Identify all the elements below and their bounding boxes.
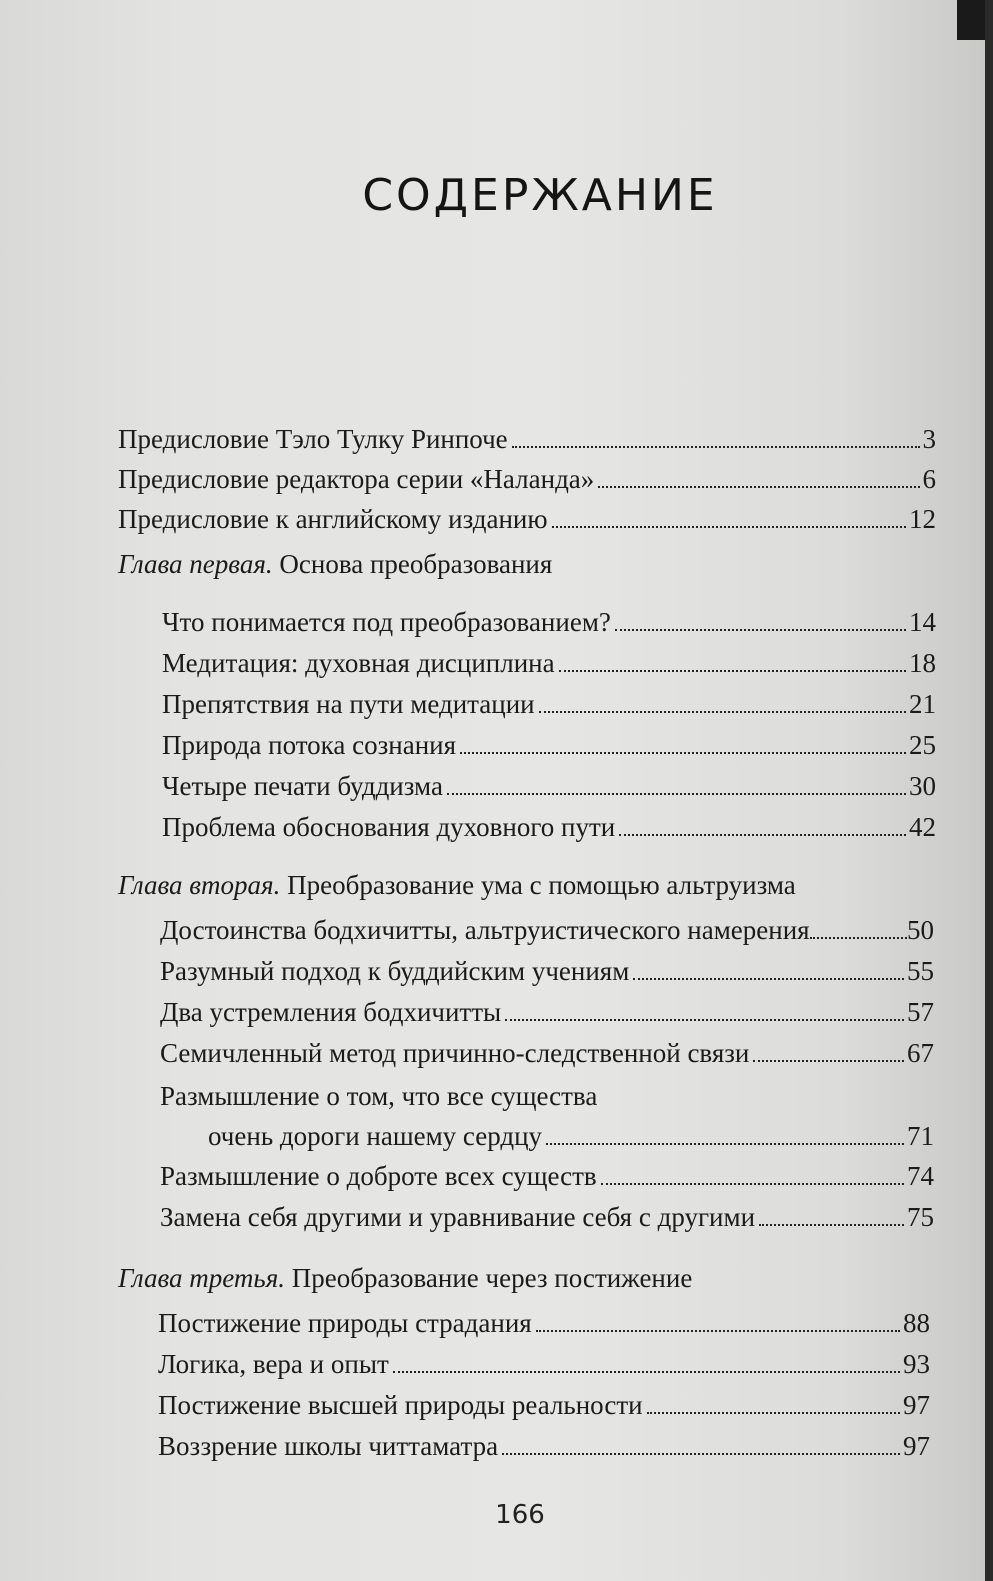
toc-entry[interactable] bbox=[118, 455, 936, 495]
leader-dots bbox=[512, 445, 920, 448]
leader-dots bbox=[546, 1142, 904, 1145]
toc-entry-title-line1: Размышление о том, что все существа bbox=[160, 1081, 598, 1111]
leader-dots bbox=[505, 1018, 904, 1021]
toc-entry-title: Предисловие редактора серии «Наланда» bbox=[118, 464, 595, 494]
leader-dots bbox=[552, 525, 906, 528]
toc-entry-page: 14 bbox=[909, 607, 936, 637]
chapter-number: Глава вторая. bbox=[118, 870, 281, 900]
toc-entry[interactable] bbox=[160, 1080, 934, 1152]
toc-entry[interactable] bbox=[160, 1152, 934, 1192]
toc-entry[interactable] bbox=[118, 415, 936, 455]
leader-dots bbox=[536, 1329, 900, 1332]
toc-entry[interactable] bbox=[160, 1193, 934, 1233]
toc-entry[interactable] bbox=[160, 906, 934, 946]
toc-entry-title: Достоинства бодхичитты, альтруистического намерения bbox=[160, 915, 810, 945]
page-number: 166 bbox=[495, 1500, 545, 1530]
chapter-heading[interactable] bbox=[118, 548, 552, 580]
leader-dots bbox=[393, 1370, 900, 1373]
toc-entry-title-line2: очень дороги нашему сердцу bbox=[208, 1121, 543, 1151]
toc-entry-page: 6 bbox=[922, 464, 936, 494]
toc-entry-page: 97 bbox=[903, 1431, 930, 1461]
page-title: СОДЕРЖАНИЕ bbox=[362, 170, 718, 221]
toc-entry[interactable] bbox=[162, 639, 936, 679]
toc-entry-page: 50 bbox=[907, 915, 934, 945]
leader-dots bbox=[539, 710, 906, 713]
leader-dots bbox=[810, 936, 907, 939]
toc-entry-page: 88 bbox=[903, 1308, 930, 1338]
toc-entry[interactable] bbox=[158, 1299, 930, 1339]
toc-entry-title: Проблема обоснования духовного пути bbox=[162, 812, 616, 842]
leader-dots bbox=[759, 1223, 904, 1226]
toc-entry-title: Размышление о доброте всех существ bbox=[160, 1161, 597, 1191]
toc-entry-title: Разумный подход к буддийским учениям bbox=[160, 956, 630, 986]
toc-entry-page: 57 bbox=[907, 997, 934, 1027]
toc-entry-page: 21 bbox=[909, 689, 936, 719]
chapter-title: Преобразование ума с помощью альтруизма bbox=[287, 870, 796, 900]
toc-entry-page: 75 bbox=[907, 1202, 934, 1232]
toc-entry-page: 12 bbox=[909, 504, 936, 534]
leader-dots bbox=[460, 751, 906, 754]
chapter-number: Глава первая. bbox=[118, 549, 273, 579]
toc-entry-title: Предисловие к английскому изданию bbox=[118, 504, 548, 534]
leader-dots bbox=[559, 669, 906, 672]
toc-entry-title: Воззрение школы читтаматра bbox=[158, 1431, 499, 1461]
toc-entry-title: Четыре печати буддизма bbox=[162, 771, 443, 801]
toc-entry[interactable] bbox=[158, 1422, 930, 1462]
toc-entry-page: 25 bbox=[909, 730, 936, 760]
toc-entry[interactable] bbox=[160, 947, 934, 987]
toc-entry-title: Препятствия на пути медитации bbox=[162, 689, 535, 719]
toc-entry-title: Предисловие Тэло Тулку Ринпоче bbox=[118, 424, 508, 454]
toc-entry-page: 42 bbox=[909, 812, 936, 842]
chapter-title: Основа преобразования bbox=[279, 549, 553, 579]
leader-dots bbox=[753, 1059, 904, 1062]
toc-entry[interactable] bbox=[158, 1340, 930, 1380]
chapter-heading[interactable] bbox=[118, 869, 796, 901]
toc-entry-title: Семичленный метод причинно-следственной связи bbox=[160, 1038, 750, 1068]
toc-entry[interactable] bbox=[162, 721, 936, 761]
toc-entry-page: 67 bbox=[907, 1038, 934, 1068]
toc-entry[interactable] bbox=[160, 988, 934, 1028]
toc-entry-title: Медитация: духовная дисциплина bbox=[162, 648, 555, 678]
toc-entry[interactable] bbox=[160, 1029, 934, 1069]
toc-entry-page: 74 bbox=[907, 1161, 934, 1191]
toc-entry[interactable] bbox=[162, 598, 936, 638]
toc-entry-page: 55 bbox=[907, 956, 934, 986]
toc-entry[interactable] bbox=[162, 803, 936, 843]
toc-entry-title: Природа потока сознания bbox=[162, 730, 457, 760]
leader-dots bbox=[502, 1452, 900, 1455]
leader-dots bbox=[601, 1182, 904, 1185]
toc-entry[interactable] bbox=[162, 762, 936, 802]
chapter-number: Глава третья. bbox=[118, 1263, 286, 1293]
toc-entry-title: Два устремления бодхичитты bbox=[160, 997, 502, 1027]
toc-entry-page: 18 bbox=[909, 648, 936, 678]
page-corner-shadow bbox=[957, 0, 985, 40]
toc-entry-title: Логика, вера и опыт bbox=[158, 1349, 389, 1379]
toc-entry-title: Замена себя другими и уравнивание себя с другими bbox=[160, 1202, 756, 1232]
toc-entry-page: 71 bbox=[907, 1121, 934, 1151]
leader-dots bbox=[633, 977, 904, 980]
leader-dots bbox=[598, 485, 919, 488]
toc-entry[interactable] bbox=[118, 495, 936, 535]
chapter-title: Преобразование через постижение bbox=[291, 1263, 693, 1293]
leader-dots bbox=[447, 792, 906, 795]
toc-entry-title: Постижение высшей природы реальности bbox=[158, 1390, 643, 1420]
toc-entry[interactable] bbox=[158, 1381, 930, 1421]
leader-dots bbox=[615, 628, 906, 631]
leader-dots bbox=[619, 833, 906, 836]
leader-dots bbox=[647, 1411, 900, 1414]
toc-entry-page: 3 bbox=[922, 424, 936, 454]
chapter-heading[interactable] bbox=[118, 1262, 692, 1294]
toc-entry-page: 97 bbox=[903, 1390, 930, 1420]
toc-entry[interactable] bbox=[162, 680, 936, 720]
toc-entry-title: Постижение природы страдания bbox=[158, 1308, 532, 1338]
toc-entry-page: 93 bbox=[903, 1349, 930, 1379]
toc-entry-page: 30 bbox=[909, 771, 936, 801]
toc-entry-title: Что понимается под преобразованием? bbox=[162, 607, 611, 637]
